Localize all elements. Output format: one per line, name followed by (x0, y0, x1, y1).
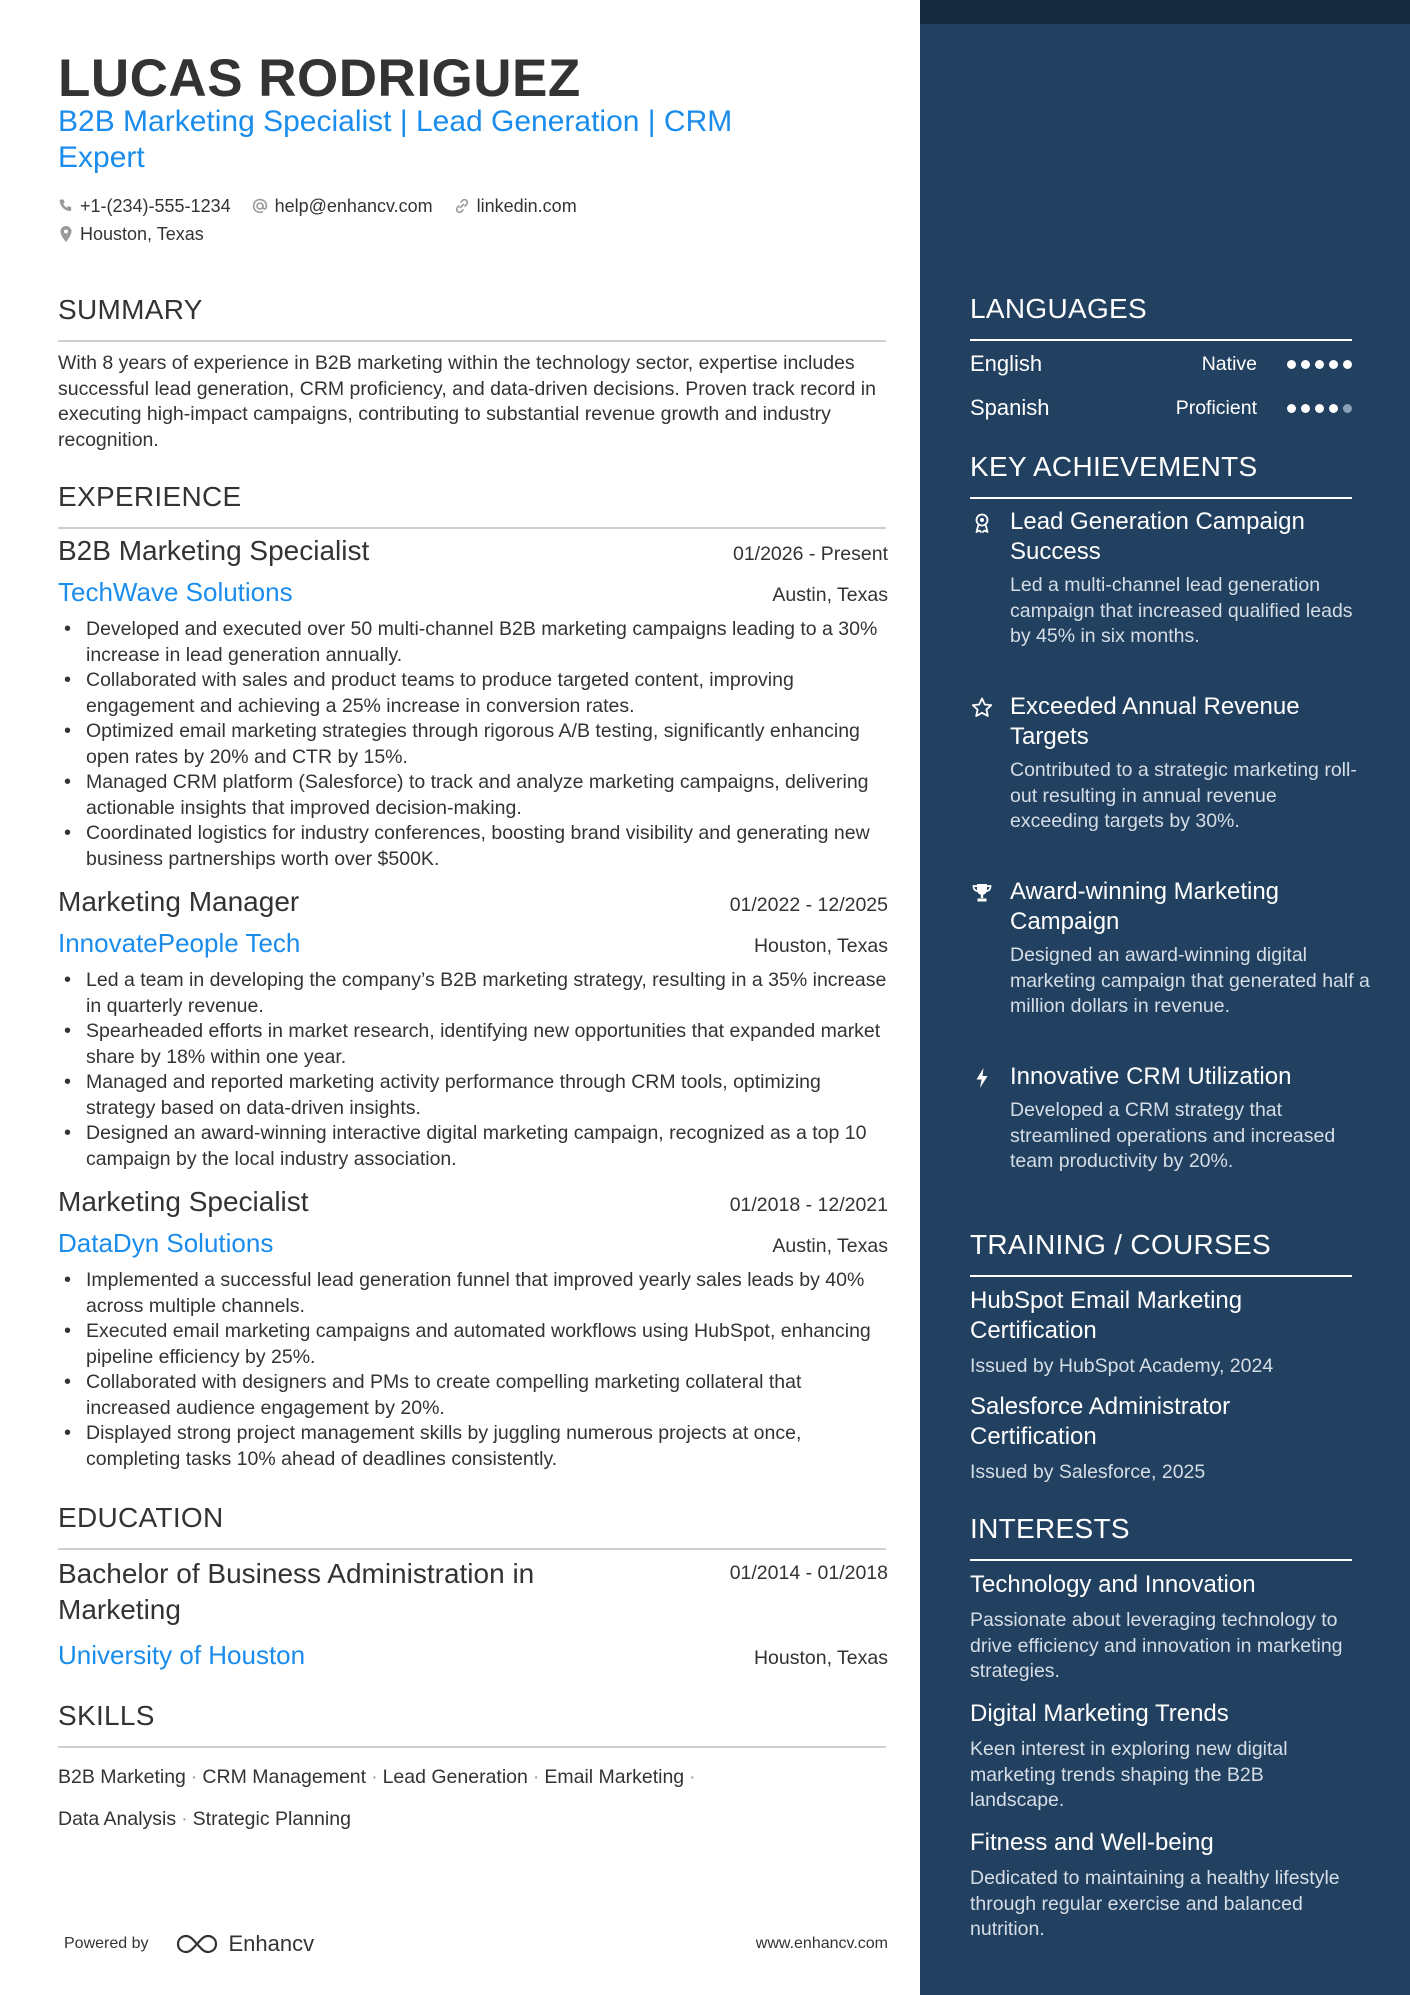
language-rating (1287, 404, 1352, 413)
achievement-title: Exceeded Annual Revenue Targets (1010, 693, 1300, 750)
interests-heading: INTERESTS (970, 1513, 1130, 1544)
job-bullets (58, 968, 888, 1172)
location-text: Houston, Texas (80, 223, 204, 244)
interests-divider (970, 1559, 1352, 1561)
company-name: InnovatePeople Tech (58, 928, 301, 958)
interest-item (970, 1699, 1360, 1814)
education-heading: EDUCATION (58, 1502, 224, 1533)
interest-item (970, 1828, 1360, 1943)
award-ribbon-icon (970, 511, 994, 535)
job-entry (58, 1186, 888, 1472)
education-divider (58, 1548, 886, 1550)
footer (64, 1928, 888, 1960)
achievement-title: Innovative CRM Utilization (1010, 1063, 1292, 1090)
candidate-name: LUCAS RODRIGUEZ (58, 49, 581, 108)
phone-icon (58, 198, 74, 214)
job-title: B2B Marketing Specialist (58, 535, 370, 566)
education-location: Houston, Texas (753, 1647, 888, 1669)
brand-name: Enhancv (228, 1931, 315, 1956)
interest-description: Dedicated to maintaining a healthy lifestyle through regular exercise and balanced nutrition. (970, 1867, 1340, 1940)
achievement-description: Led a multi-channel lead generation campaign that increased qualified leads by 45% in six months. (1010, 574, 1353, 647)
bullet-item: • Displayed strong project management skills by juggling numerous projects at once, completing tasks 10% ahead of deadlines consistently. (58, 1421, 888, 1472)
achievement-description: Developed a CRM strategy that streamlined operations and increased team productivity by 20%. (1010, 1099, 1336, 1172)
skill-tag: Data Analysis (58, 1808, 177, 1830)
course-item (970, 1392, 1360, 1486)
linkedin-url: linkedin.com (476, 195, 577, 216)
location-pin-icon (58, 225, 74, 243)
education-dates: 01/2014 - 01/2018 (729, 1562, 888, 1584)
company-name: DataDyn Solutions (58, 1228, 274, 1258)
achievements-divider (970, 497, 1352, 499)
bullet-item: • Optimized email marketing strategies through rigorous A/B testing, significantly enhancing open rates by 20% and CTR by 15%. (58, 719, 888, 770)
achievement-item (970, 507, 1370, 650)
course-title: Salesforce Administrator Certification (970, 1393, 1231, 1450)
course-issuer: Issued by HubSpot Academy, 2024 (970, 1355, 1274, 1377)
training-divider (970, 1275, 1352, 1277)
course-issuer: Issued by Salesforce, 2025 (970, 1461, 1206, 1483)
trophy-icon (970, 881, 994, 905)
job-dates: 01/2022 - 12/2025 (729, 894, 888, 916)
skill-tag: Strategic Planning (192, 1808, 351, 1830)
job-dates: 01/2018 - 12/2021 (729, 1194, 888, 1216)
language-item (970, 391, 1352, 425)
enhancv-logo[interactable] (175, 1931, 315, 1957)
job-location: Austin, Texas (772, 1235, 888, 1257)
interest-title: Fitness and Well-being (970, 1829, 1214, 1856)
skill-tag: Lead Generation (382, 1766, 528, 1788)
achievement-item (970, 877, 1370, 1020)
school-name: University of Houston (58, 1640, 306, 1670)
job-location: Austin, Texas (772, 584, 888, 606)
bullet-item: • Led a team in developing the company’s B2B marketing strategy, resulting in a 35% increase in quarterly revenue. (58, 968, 888, 1019)
experience-divider (58, 527, 886, 529)
interest-title: Technology and Innovation (970, 1571, 1256, 1598)
skill-tag: B2B Marketing (58, 1766, 186, 1788)
linkedin-contact[interactable] (453, 196, 577, 217)
language-level: Proficient (1175, 396, 1257, 419)
job-bullets (58, 617, 888, 872)
skill-tag: CRM Management (202, 1766, 367, 1788)
summary-heading: SUMMARY (58, 294, 203, 325)
skill-tag: Email Marketing (544, 1766, 685, 1788)
summary-divider (58, 340, 886, 342)
language-item (970, 347, 1352, 381)
at-icon (251, 197, 269, 215)
bullet-item: • Managed CRM platform (Salesforce) to track and analyze marketing campaigns, delivering actionable insights that improved decision-making. (58, 770, 888, 821)
sidebar-top-bar (920, 0, 1410, 24)
interest-description: Keen interest in exploring new digital marketing trends shaping the B2B landscape. (970, 1738, 1288, 1811)
bullet-item: • Implemented a successful lead generation funnel that improved yearly sales leads by 40% across multiple channels. (58, 1268, 888, 1319)
achievement-title: Award-winning Marketing Campaign (1010, 878, 1280, 935)
job-location: Houston, Texas (753, 935, 888, 957)
bullet-item: • Managed and reported marketing activity performance through CRM tools, optimizing strategy based on data-driven insights. (58, 1070, 888, 1121)
bullet-item: • Executed email marketing campaigns and automated workflows using HubSpot, enhancing pipeline efficiency by 25%. (58, 1319, 888, 1370)
skills-list: B2B Marketing · CRM Management · Lead Generation · Email Marketing · Data Analysis · Strategic Planning (58, 1766, 696, 1830)
powered-by-label: Powered by (64, 1935, 149, 1952)
achievements-heading: KEY ACHIEVEMENTS (970, 451, 1258, 482)
bullet-item: • Spearheaded efforts in market research, identifying new opportunities that expanded market share by 18% within one year. (58, 1019, 888, 1070)
contact-info (58, 192, 858, 248)
location-contact (58, 224, 204, 245)
education-entry (58, 1556, 888, 1671)
job-title: Marketing Manager (58, 886, 300, 917)
link-icon (453, 197, 471, 215)
language-level: Native (1201, 352, 1257, 375)
achievement-title: Lead Generation Campaign Success (1010, 508, 1305, 565)
languages-heading: LANGUAGES (970, 293, 1147, 324)
phone-number: +1-(234)-555-1234 (80, 195, 231, 216)
job-title: Marketing Specialist (58, 1186, 309, 1217)
job-bullets (58, 1268, 888, 1472)
phone-contact[interactable] (58, 196, 231, 217)
sidebar (920, 0, 1410, 1995)
bullet-item: • Coordinated logistics for industry conferences, boosting brand visibility and generating new business partnerships worth over $500K. (58, 821, 888, 872)
course-title: HubSpot Email Marketing Certification (970, 1287, 1243, 1344)
languages-divider (970, 339, 1352, 341)
course-item (970, 1286, 1360, 1380)
interest-item (970, 1570, 1360, 1685)
interest-description: Passionate about leveraging technology to drive efficiency and innovation in marketing strategies. (970, 1609, 1343, 1682)
summary-text: With 8 years of experience in B2B marketing within the technology sector, expertise includes successful lead generation, CRM proficiency, and data-driven decisions. Proven track record in executing high-impact campaigns, contributing to substantial revenue growth and industry recognition. (58, 352, 876, 451)
language-name: Spanish (970, 395, 1050, 420)
job-entry (58, 535, 888, 872)
job-entry (58, 886, 888, 1172)
job-dates: 01/2026 - Present (732, 543, 888, 565)
enhancv-logo-icon (175, 1932, 221, 1956)
star-icon (970, 696, 994, 720)
achievement-description: Designed an award-winning digital marketing campaign that generated half a million dollars in revenue. (1010, 944, 1370, 1017)
language-rating (1287, 360, 1352, 369)
interest-title: Digital Marketing Trends (970, 1700, 1229, 1727)
language-name: English (970, 351, 1043, 376)
email-address: help@enhancv.com (274, 195, 433, 216)
bullet-item: • Developed and executed over 50 multi-channel B2B marketing campaigns leading to a 30% increase in lead generation annually. (58, 617, 888, 668)
company-name: TechWave Solutions (58, 577, 293, 607)
website-link[interactable]: www.enhancv.com (755, 1935, 888, 1952)
achievement-description: Contributed to a strategic marketing roll-out resulting in annual revenue exceeding targets by 30%. (1010, 759, 1357, 832)
bullet-item: • Collaborated with designers and PMs to create compelling marketing collateral that increased audience engagement by 20%. (58, 1370, 888, 1421)
bullet-item: • Collaborated with sales and product teams to produce targeted content, improving engagement and achieving a 25% increase in conversion rates. (58, 668, 888, 719)
headline: B2B Marketing Specialist | Lead Generation | CRM Expert (58, 105, 733, 174)
training-heading: TRAINING / COURSES (970, 1229, 1271, 1260)
achievement-item (970, 1062, 1370, 1175)
experience-heading: EXPERIENCE (58, 481, 242, 512)
skills-heading: SKILLS (58, 1700, 155, 1731)
achievement-item (970, 692, 1370, 835)
skills-divider (58, 1746, 886, 1748)
degree-title: Bachelor of Business Administration in Marketing (58, 1558, 535, 1625)
bullet-item: • Designed an award-winning interactive digital marketing campaign, recognized as a top 10 campaign by the local industry association. (58, 1121, 888, 1172)
lightning-bolt-icon (970, 1066, 994, 1090)
email-contact[interactable] (251, 196, 433, 217)
